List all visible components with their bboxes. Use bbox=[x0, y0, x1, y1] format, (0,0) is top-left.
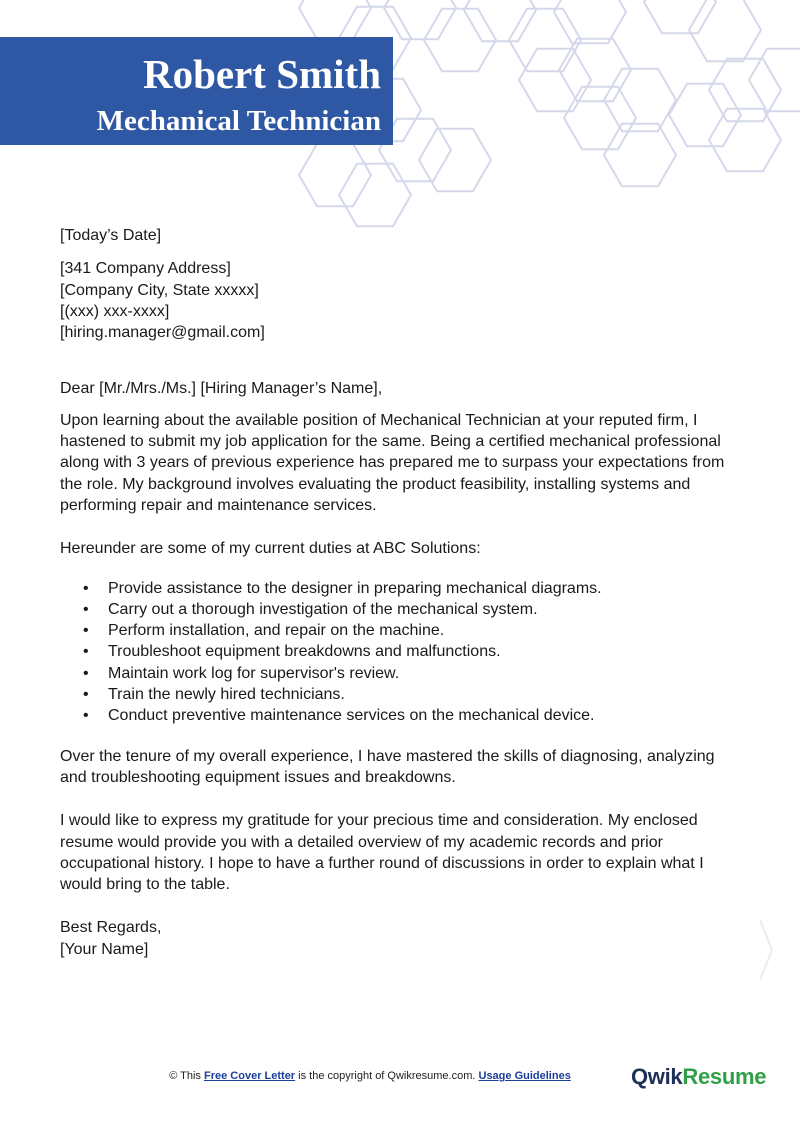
hexagon-shape bbox=[554, 0, 626, 43]
logo-part-resume: Resume bbox=[682, 1064, 767, 1089]
duty-text: Troubleshoot equipment breakdowns and malfunctions. bbox=[108, 643, 501, 661]
hexagon-shape bbox=[464, 0, 536, 41]
signature-name: [Your Name] bbox=[60, 940, 149, 958]
intro-paragraph: Upon learning about the available position of Mechanical Technician at your reputed firm, I hastened to submit my job application for the same. Being a certified mechanical professional along with 3 years of previous experience has prepared me to surpass your expectations from the role. My background involves evaluating the product feasibility, installing systems and performing repair and maintenance services. bbox=[60, 411, 725, 514]
recipient-address bbox=[60, 258, 740, 343]
applicant-name: Robert Smith bbox=[142, 51, 381, 97]
hexagon-shape bbox=[384, 0, 456, 39]
hexagon-shape bbox=[644, 0, 716, 33]
hexagon-shape bbox=[604, 69, 676, 131]
hexagon-shape bbox=[709, 109, 781, 171]
closing-paragraph: I would like to express my gratitude for your precious time and consideration. My enclosed resume would provide you with a detailed overview of my academic records and prior occupational history. I hope to have a further round of discussions in order to explain what I would bring to the table. bbox=[60, 812, 704, 894]
hexagon-shape bbox=[749, 49, 800, 111]
hexagon-shape bbox=[709, 59, 781, 121]
duty-item bbox=[60, 663, 740, 684]
bullet-icon: • bbox=[83, 643, 89, 661]
address-line: [341 Company Address] bbox=[60, 260, 231, 278]
hexagon-shape bbox=[509, 9, 581, 71]
experience-paragraph: Over the tenure of my overall experience, I have mastered the skills of diagnosing, analyzing and troubleshooting equipment issues and breakdowns. bbox=[60, 747, 715, 786]
signoff: Best Regards, bbox=[60, 919, 162, 937]
hexagon-shape bbox=[669, 84, 741, 146]
duty-item bbox=[60, 705, 740, 726]
hexagon-shape bbox=[424, 9, 496, 71]
bullet-icon: • bbox=[83, 686, 89, 704]
hexagon-shape bbox=[339, 164, 411, 226]
bullet-icon: • bbox=[83, 579, 89, 597]
duty-text: Maintain work log for supervisor's review. bbox=[108, 664, 400, 682]
duties-list bbox=[60, 578, 740, 727]
duty-item bbox=[60, 620, 740, 641]
bullet-icon: • bbox=[83, 600, 89, 618]
hexagon-shape bbox=[299, 144, 371, 206]
address-line: [(xxx) xxx-xxxx] bbox=[60, 302, 170, 320]
salutation: Dear [Mr./Mrs./Ms.] [Hiring Manager’s Name], bbox=[60, 380, 383, 398]
logo-part-qwik: Qwik bbox=[631, 1064, 683, 1089]
hexagon-shape bbox=[419, 129, 491, 191]
footer-middle: is the copyright of Qwikresume.com. bbox=[295, 1070, 479, 1082]
address-line: [Company City, State xxxxx] bbox=[60, 281, 259, 299]
duty-text: Conduct preventive maintenance services on the mechanical device. bbox=[108, 707, 595, 725]
copyright-footer bbox=[0, 1070, 740, 1082]
usage-guidelines-link[interactable]: Usage Guidelines bbox=[478, 1070, 571, 1082]
duty-item bbox=[60, 641, 740, 662]
duty-text: Provide assistance to the designer in preparing mechanical diagrams. bbox=[108, 579, 602, 597]
bullet-icon: • bbox=[83, 622, 89, 640]
duty-item bbox=[60, 684, 740, 705]
hexagon-shape bbox=[604, 124, 676, 186]
bullet-icon: • bbox=[83, 664, 89, 682]
bullet-icon: • bbox=[83, 707, 89, 725]
duty-text: Carry out a thorough investigation of the mechanical system. bbox=[108, 600, 538, 618]
free-cover-letter-link[interactable]: Free Cover Letter bbox=[204, 1070, 296, 1082]
hexagon-shape bbox=[689, 0, 761, 61]
chevron-decoration bbox=[760, 920, 772, 980]
hexagon-shape bbox=[519, 49, 591, 111]
letter-body bbox=[60, 225, 740, 960]
duties-intro: Hereunder are some of my current duties at ABC Solutions: bbox=[60, 540, 481, 558]
address-line: [hiring.manager@gmail.com] bbox=[60, 324, 265, 342]
hexagon-shape bbox=[564, 87, 636, 149]
duty-item bbox=[60, 578, 740, 599]
duty-item bbox=[60, 599, 740, 620]
qwikresume-logo bbox=[631, 1064, 766, 1090]
duty-text: Train the newly hired technicians. bbox=[108, 686, 345, 704]
hexagon-shape bbox=[559, 39, 631, 101]
footer-prefix: © This bbox=[169, 1070, 204, 1082]
job-title: Mechanical Technician bbox=[96, 105, 381, 137]
letter-date: [Today’s Date] bbox=[60, 227, 162, 244]
duty-text: Perform installation, and repair on the machine. bbox=[108, 622, 445, 640]
hexagon-shape bbox=[299, 0, 371, 39]
header-banner bbox=[0, 37, 393, 145]
